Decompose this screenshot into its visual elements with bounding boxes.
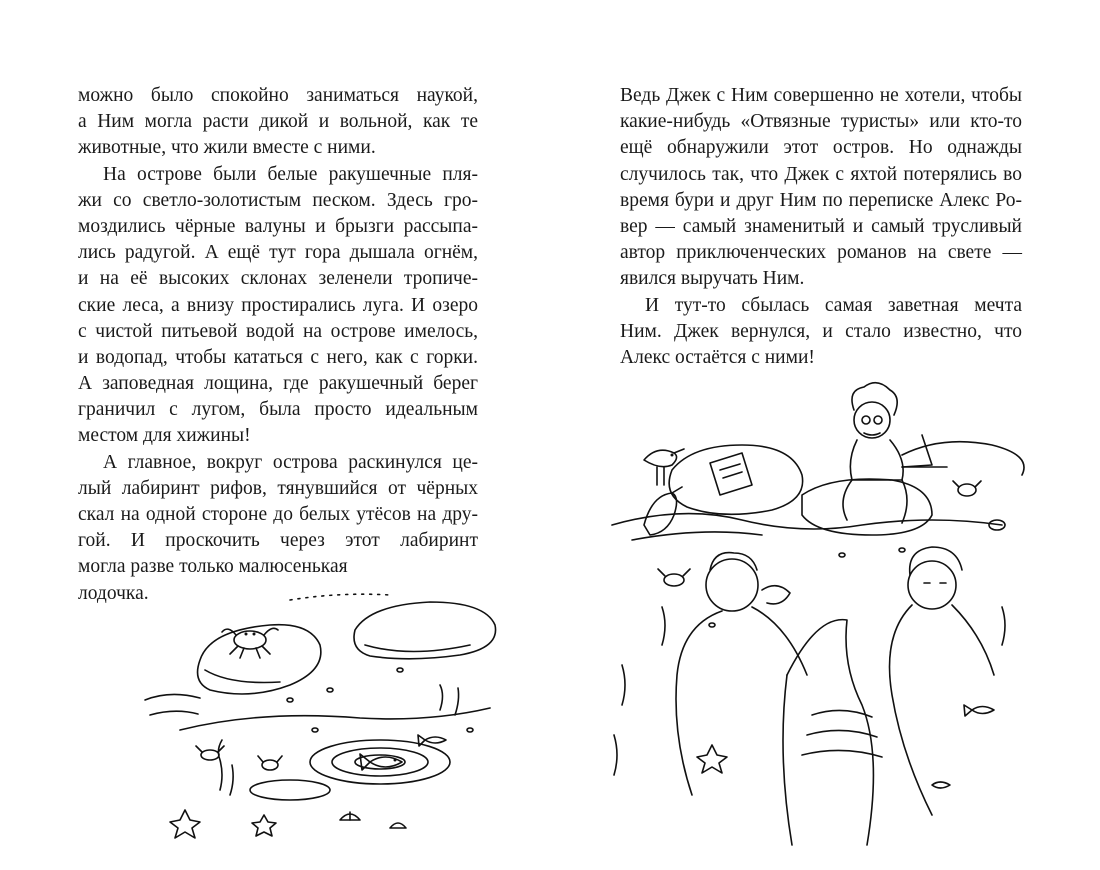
text-line: ещё обнаружили этот остров. Но однажды — [620, 137, 1022, 159]
shell-icon — [390, 823, 406, 828]
wave — [150, 711, 198, 715]
clipboard-icon — [710, 453, 752, 495]
seaweed — [440, 685, 443, 710]
rock — [354, 602, 496, 659]
text-line: время бури и друг Ним по переписке Алекс Ро- — [620, 189, 1022, 211]
ripple — [332, 748, 428, 776]
pebbles — [467, 728, 473, 732]
ripple — [310, 740, 450, 784]
fish-icon — [932, 782, 950, 788]
text-line: Ним. Джек вернулся, и стало известно, что — [620, 320, 1022, 342]
fish-icon — [964, 705, 994, 716]
shore — [180, 708, 490, 730]
boy-figure — [890, 547, 995, 815]
starfish-icon — [697, 745, 727, 773]
rock — [198, 625, 321, 694]
crab-icon — [258, 756, 282, 770]
pebbles — [899, 548, 905, 552]
figure — [783, 675, 792, 845]
text-line: можно было спокойно заниматься наукой, — [78, 85, 478, 106]
text-line: а Ним могла расти дикой и вольной, как те — [78, 111, 478, 133]
starfish-icon — [170, 810, 200, 838]
rock — [902, 442, 1024, 475]
pebbles — [327, 688, 333, 692]
rock — [802, 479, 932, 535]
girl-figure — [843, 383, 907, 523]
right-page-text — [620, 83, 1022, 371]
seaweed — [662, 607, 665, 645]
text-line: вер — самый знаменитый и самый трусливый — [620, 215, 1022, 237]
seagull-icon — [644, 487, 682, 535]
text-line: местом для хижины! — [78, 425, 251, 447]
text-line: А заповедная лощина, где ракушечный берег — [78, 373, 478, 395]
pebbles — [397, 668, 403, 672]
crab-icon — [658, 569, 690, 586]
wave — [812, 710, 872, 717]
text-line: скал на одной стороне до белых утёсов на дру- — [78, 504, 478, 525]
rock — [365, 645, 470, 652]
text-line: Алекс остаётся с ними! — [620, 346, 815, 368]
dotted-shore — [290, 594, 390, 600]
reef-illustration — [140, 590, 510, 850]
pebbles — [839, 553, 845, 557]
left-page-text — [78, 83, 478, 607]
text-line: и на её высоких склонах зеленели тропиче- — [78, 268, 478, 290]
text-line: И тут-то сбылась самая заветная мечта — [645, 294, 1022, 316]
text-line: случилось так, что Джек с яхтой потерялись во — [620, 163, 1022, 185]
text-line: лись радугой. А ещё тут гора дышала огнём, — [78, 242, 478, 264]
text-line: и водопад, чтобы кататься с него, как с горки. — [78, 346, 478, 368]
text-line: граничил с лугом, была просто идеальным — [78, 399, 478, 421]
text-line: гой. И проскочить через этот лабиринт — [78, 530, 478, 552]
seaweed — [1002, 607, 1005, 645]
text-line: лый лабиринт рифов, тянувшийся от чёрных — [78, 477, 478, 499]
text-line: лодочка. — [78, 582, 149, 604]
wave — [632, 532, 762, 540]
seaweed — [455, 688, 459, 715]
ripple — [250, 780, 330, 800]
wave — [807, 730, 877, 737]
text-line: ские леса, а внизу простирались луга. И озеро — [78, 294, 478, 316]
wave — [802, 750, 882, 757]
right-page — [550, 0, 1100, 870]
wave — [145, 694, 200, 700]
text-line: Ведь Джек с Ним совершенно не хотели, чтобы — [620, 85, 1022, 106]
seagull-icon — [644, 449, 684, 485]
seaweed — [622, 665, 625, 705]
text-line: На острове были белые ракушечные пля- — [103, 163, 478, 185]
text-line: с чистой питьевой водой на острове имелось, — [78, 320, 478, 342]
text-line: животные, что жили вместе с ними. — [78, 137, 376, 159]
seaweed — [230, 765, 233, 795]
shell-icon — [340, 812, 360, 820]
pebbles — [287, 698, 293, 702]
text-line: жи со светло-золотистым песком. Здесь гро- — [78, 189, 478, 211]
pebbles — [312, 728, 318, 732]
island-illustration — [602, 375, 1042, 855]
starfish-icon — [252, 815, 276, 836]
text-line: автор приключенческих романов на свете — — [620, 242, 1022, 264]
text-line: какие-нибудь «Отвязные туристы» или кто-то — [620, 111, 1022, 133]
crab-icon — [953, 481, 981, 496]
rock — [205, 670, 280, 683]
text-line: явился выручать Ним. — [620, 268, 805, 290]
text-line: А главное, вокруг острова раскинулся це- — [103, 451, 478, 473]
text-line: могла разве только малюсенькая — [78, 556, 348, 578]
text-line: моздились чёрные валуны и брызги рассыпа- — [78, 215, 478, 237]
seaweed — [614, 735, 617, 775]
pebbles — [709, 623, 715, 627]
